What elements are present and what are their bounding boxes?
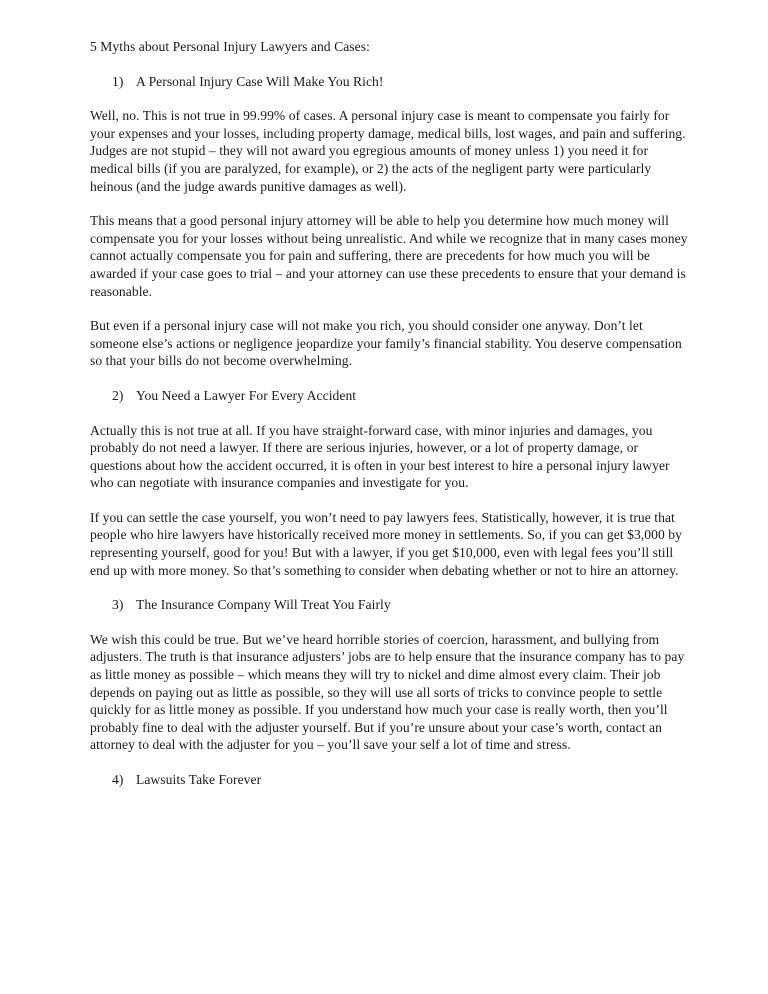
paragraph: This means that a good personal injury attorney will be able to help you determine how much money will compensate you for your losses without being unrealistic. And while we recognize that in many cases money cannot actually compensate you for pain and suffering, there are precedents for how much you will be awarded if your case goes to trial – and your attorney can use these precedents to ensure that your demand is reasonable.	[90, 213, 688, 299]
section-heading-text: You Need a Lawyer For Every Accident	[136, 387, 357, 403]
section-number: 2)	[112, 387, 124, 403]
paragraph: Well, no. This is not true in 99.99% of cases. A personal injury case is meant to compensate you fairly for your expenses and your losses, including property damage, medical bills, lost wages, and pain and suffering. Judges are not stupid – they will not award you egregious amounts of money unless 1) you need it for medical bills (if you are paralyzed, for example), or 2) the acts of the negligent party were particularly heinous (and the judge awards punitive damages as well).	[90, 108, 686, 194]
document-title: 5 Myths about Personal Injury Lawyers and Cases:	[90, 39, 370, 54]
section-heading-text: The Insurance Company Will Treat You Fairly	[136, 597, 391, 613]
section-number: 3)	[112, 597, 124, 613]
section-heading-4	[90, 771, 690, 789]
section-heading-text: Lawsuits Take Forever	[136, 772, 262, 787]
paragraph: If you can settle the case yourself, you won’t need to pay lawyers fees. Statistically, however, it is true that people who hire lawyers have historically received more money in settlements. So, if you can get $3,000 by representing yourself, good for you! But with a lawyer, if you get $10,000, even with legal fees you’ll still end up with more money. So that’s something to consider when debating whether or not to hire an attorney.	[90, 509, 682, 578]
section-heading-2	[90, 387, 690, 405]
section-number: 1)	[112, 73, 124, 89]
paragraph: But even if a personal injury case will not make you rich, you should consider one anyway. Don’t let someone else’s actions or negligence jeopardize your family’s financial stability. You deserve compensation so that your bills do not become overwhelming.	[90, 318, 682, 369]
section-number: 4)	[112, 772, 124, 787]
section-heading-text: A Personal Injury Case Will Make You Rich!	[136, 73, 384, 89]
paragraph: Actually this is not true at all. If you have straight-forward case, with minor injuries and damages, you probably do not need a lawyer. If there are serious injuries, however, or a lot of property damage, or questions about how the accident occurred, it is often in your best interest to hire a personal injury lawyer who can negotiate with insurance companies and investigate for you.	[90, 422, 670, 491]
document-page	[90, 38, 690, 806]
section-heading-1	[90, 73, 690, 91]
paragraph: We wish this could be true. But we’ve heard horrible stories of coercion, harassment, and bullying from adjusters. The truth is that insurance adjusters’ jobs are to help ensure that the insurance company has to pay as little money as possible – which means they will try to nickel and dime almost every claim. Their job depends on paying out as little as possible, so they will use all sorts of tricks to convince people to settle quickly for as little money as possible. If you understand how much your case is really worth, then you’ll probably fine to deal with the adjuster yourself. But if you’re unsure about your case’s worth, contact an attorney to deal with the adjuster for you – you’ll save your self a lot of time and stress.	[90, 631, 685, 753]
section-heading-3	[90, 596, 690, 614]
